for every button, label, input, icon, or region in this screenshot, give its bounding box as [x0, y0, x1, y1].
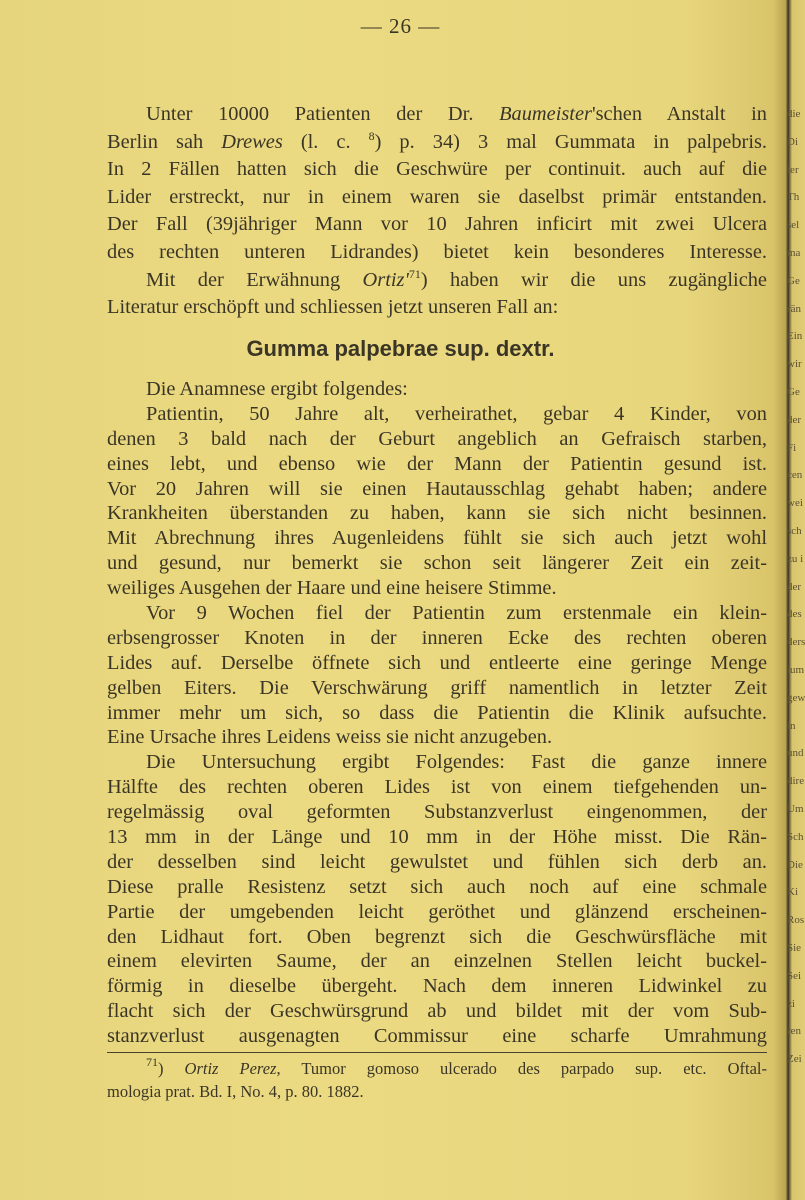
- next-page-fragment: Ros: [787, 914, 805, 927]
- text-segment: Vor 20 Jahren will sie einen Hautausschlag gehabt haben; andere: [107, 477, 767, 500]
- text-segment: ) p. 34) 3 mal Gummata in palpebris.: [374, 130, 768, 153]
- text-line: [107, 676, 767, 701]
- next-page-fragment: ier: [787, 163, 799, 176]
- text-segment: Die Untersuchung ergibt Folgendes: Fast die ganze innere: [146, 751, 767, 774]
- next-page-fragment: dire: [787, 775, 805, 788]
- text-line: [107, 129, 767, 157]
- text-line: [107, 974, 767, 999]
- footnote-ref: 71: [146, 1055, 158, 1069]
- text-segment: Eine Ursache ihres Leidens weiss sie nicht anzugeben.: [107, 726, 553, 749]
- text-segment: ) haben wir die uns zugängliche: [420, 268, 767, 291]
- next-page-fragment: ium: [787, 664, 805, 676]
- italic-name: Baumeister: [499, 103, 592, 125]
- text-segment: den Lidhaut fort. Oben begrenzt sich die Geschwürsfläche mit: [107, 925, 767, 948]
- next-page-fragment: cen: [787, 469, 803, 482]
- text-line: [107, 294, 767, 322]
- text-segment: Unter 10000 Patienten der Dr.: [146, 103, 500, 125]
- text-segment: Diese pralle Resistenz setzt sich auch noch auf eine schmale: [107, 875, 767, 898]
- text-line: [107, 551, 767, 576]
- next-page-fragment: Ge: [787, 386, 800, 398]
- text-line: [107, 1080, 767, 1103]
- italic-name: Drewes: [221, 130, 283, 153]
- text-segment: regelmässig oval geformten Substanzverlust eingenommen, der: [107, 801, 767, 824]
- text-segment: förmig in dieselbe übergeht. Nach dem inneren Lidwinkel zu: [107, 975, 767, 998]
- text-segment: , Tumor gomoso ulcerado des parpado sup. etc. Oftal-: [276, 1059, 767, 1078]
- footnote-ref: 71: [408, 266, 421, 281]
- text-segment: Berlin sah: [107, 130, 222, 153]
- text-line: [107, 925, 767, 950]
- text-segment: Patientin, 50 Jahre alt, verheirathet, gebar 4 Kinder, von: [146, 402, 767, 425]
- text-segment: Lider erstreckt, nur in einem waren sie daselbst primär entstanden.: [107, 185, 767, 208]
- next-page-fragment: in: [787, 719, 796, 732]
- next-page-fragment: Ge: [787, 274, 800, 287]
- next-page-fragment: sel: [787, 219, 800, 232]
- text-line: [107, 239, 767, 267]
- text-line: [107, 651, 767, 676]
- text-segment: Mit der Erwähnung: [146, 268, 363, 291]
- case-report-paragraphs: [107, 377, 767, 1049]
- text-segment: des rechten unteren Lidrandes) bietet kein besonderes Interesse.: [107, 240, 767, 263]
- text-line: [107, 875, 767, 900]
- footnote-ref: 8: [368, 128, 375, 143]
- page-number: — 26 —: [360, 14, 441, 38]
- text-line: [107, 825, 767, 850]
- text-line: [107, 999, 767, 1024]
- text-segment: Hälfte des rechten oberen Lides ist von einem tiefgehenden un-: [107, 776, 767, 799]
- text-segment: Literatur erschöpft und schliessen jetzt unseren Fall an:: [107, 296, 559, 319]
- next-page-fragment: sch: [787, 525, 802, 537]
- next-page-fragment: und: [787, 747, 804, 760]
- text-segment: immer mehr um sich, so dass die Patientin die Klinik aufsuchte.: [107, 701, 767, 724]
- next-page-fragment: wei: [787, 497, 803, 510]
- text-line: [107, 850, 767, 875]
- text-line: [107, 601, 767, 626]
- next-page-fragment: Die: [787, 858, 803, 871]
- text-segment: (l. c.: [282, 130, 369, 153]
- next-page-fragment: der: [787, 413, 802, 426]
- text-segment: 13 mm in der Länge und 10 mm in der Höhe misst. Die Rän-: [107, 826, 767, 849]
- text-segment: Die Anamnese ergibt folgendes:: [146, 378, 408, 400]
- next-page-fragment: Ein: [787, 330, 803, 343]
- text-line: [107, 427, 767, 452]
- text-segment: flacht sich der Geschwürsgrund ab und bildet mit der vom Sub-: [107, 1000, 767, 1023]
- text-line: [107, 1057, 767, 1080]
- text-segment: und gesund, nur bemerkt sie schon seit längerer Zeit ein zeit-: [107, 552, 767, 575]
- text-segment: stanzverlust ausgenagten Commissur eine scharfe Umrahmung: [107, 1025, 767, 1048]
- text-line: [107, 1024, 767, 1049]
- italic-name: Ortiz Perez: [184, 1059, 277, 1078]
- text-segment: denen 3 bald nach der Geburt angeblich an Gefraisch starben,: [107, 427, 767, 450]
- text-segment: Der Fall (39jähriger Mann vor 10 Jahren inficirt mit zwei Ulcera: [107, 213, 767, 236]
- text-segment: erbsengrosser Knoten in der inneren Ecke des rechten oberen: [107, 626, 767, 649]
- text-line: [107, 156, 767, 184]
- text-segment: 'schen Anstalt in: [591, 103, 767, 125]
- next-page-fragment: Sei: [787, 969, 802, 982]
- next-page-fragment: Ki: [787, 886, 798, 899]
- next-page-fragment: wir: [787, 358, 802, 371]
- next-page-fragment: Zei: [787, 1053, 802, 1066]
- text-line: [107, 900, 767, 925]
- text-segment: In 2 Fällen hatten sich die Geschwüre per continuit. auch auf die: [107, 158, 767, 181]
- text-line: [107, 211, 767, 239]
- text-segment: ): [158, 1059, 185, 1078]
- next-page-fragment: die: [787, 108, 801, 120]
- next-page-fragment: Th: [787, 191, 800, 204]
- text-line: [107, 701, 767, 726]
- text-line: [107, 402, 767, 427]
- next-page-fragment: Sie: [787, 942, 802, 954]
- intro-paragraphs: [107, 101, 767, 322]
- text-segment: gelben Eiters. Die Verschwärung griff namentlich in letzter Zeit: [107, 676, 767, 699]
- next-page-fragment: ren: [787, 1025, 802, 1038]
- text-line: [107, 452, 767, 477]
- next-page-fragment: Um: [787, 803, 804, 815]
- next-page-fragment: ders: [787, 636, 805, 649]
- text-line: [107, 377, 767, 402]
- text-segment: einem elevirten Saume, der an einzelnen Stellen leicht buckel-: [107, 950, 767, 973]
- text-segment: Partie der umgebenden leicht geröthet und glänzend erscheinen-: [107, 900, 767, 923]
- text-segment: der desselben sind leicht gewulstet und fühlen sich derb an.: [107, 850, 767, 873]
- footnote: [107, 1057, 767, 1103]
- text-line: [107, 101, 767, 129]
- text-line: [107, 949, 767, 974]
- text-line: [107, 576, 767, 601]
- text-line: [107, 267, 767, 295]
- next-page-fragment: gew: [787, 691, 805, 704]
- text-line: [107, 775, 767, 800]
- next-page-fragment: Di: [787, 135, 798, 148]
- text-line: [107, 626, 767, 651]
- text-line: [107, 184, 767, 212]
- text-segment: Mit Abrechnung ihres Augenleidens fühlt sie sich auch jetzt wohl: [107, 527, 767, 550]
- text-line: [107, 750, 767, 775]
- next-page-fragment: der: [787, 580, 802, 593]
- next-page-fragment: ma: [787, 247, 801, 259]
- text-segment: weiliges Ausgehen der Haare und eine heisere Stimme.: [107, 577, 557, 600]
- text-segment: Vor 9 Wochen fiel der Patientin zum erstenmale ein klein-: [146, 602, 767, 625]
- next-page-fragment: rän: [787, 302, 802, 315]
- next-page-fragment: Fi: [787, 441, 797, 454]
- section-heading: Gumma palpebrae sup. dextr.: [246, 336, 555, 361]
- footnote-divider: [107, 1052, 767, 1053]
- next-page-fragment: zu i: [787, 552, 804, 565]
- text-line: [107, 501, 767, 526]
- next-page-fragment: Sch: [787, 830, 804, 843]
- text-segment: mologia prat. Bd. I, No. 4, p. 80. 1882.: [107, 1082, 364, 1101]
- text-segment: Lides auf. Derselbe öffnete sich und entleerte eine geringe Menge: [107, 651, 767, 674]
- next-page-fragment: des: [787, 608, 802, 621]
- text-segment: eines lebt, und ebenso wie der Mann der Patientin gesund ist.: [107, 452, 767, 475]
- text-line: [107, 477, 767, 502]
- text-line: [107, 725, 767, 750]
- text-line: [107, 800, 767, 825]
- next-page-fragment: zi: [787, 997, 795, 1010]
- text-segment: Krankheiten überstanden zu haben, kann sie sich nicht besinnen.: [107, 502, 767, 525]
- text-line: [107, 526, 767, 551]
- italic-name: Ortiz': [362, 268, 409, 291]
